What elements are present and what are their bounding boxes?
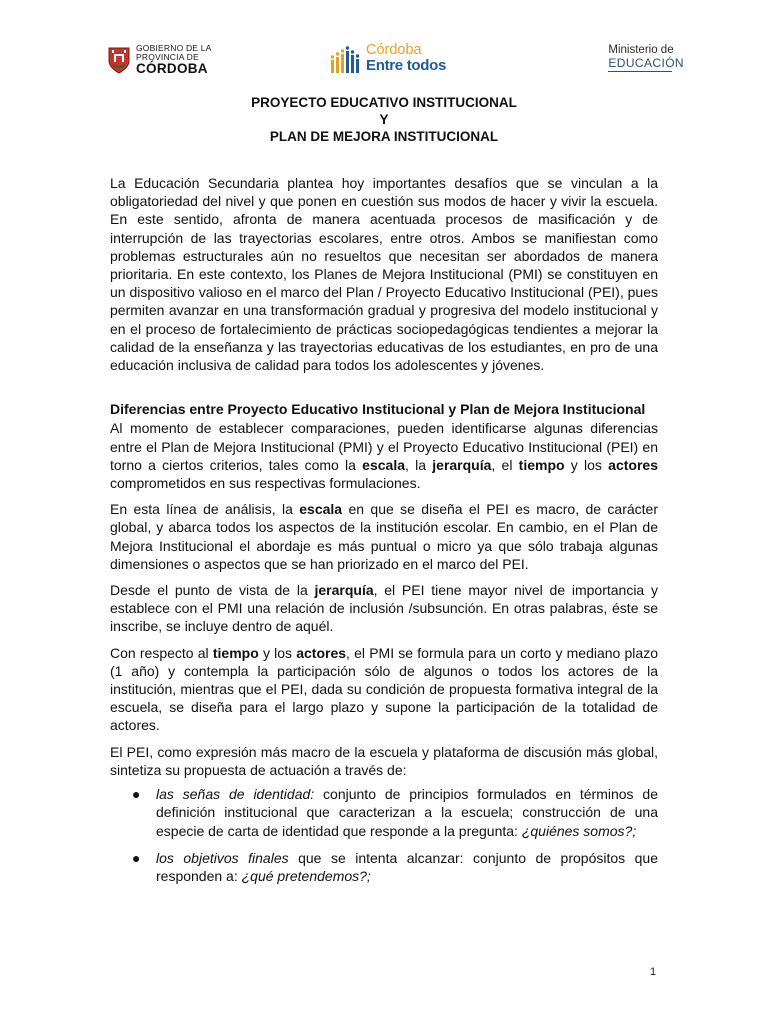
bullet-icon: ●	[132, 786, 141, 803]
gov-line-3: CÓRDOBA	[136, 61, 208, 76]
paragraph-jerarquia: Desde el punto de vista de la jerarquía, el PEI tiene mayor nivel de importancia y establece con el PMI una relación de inclusión /subsunción. En otras palabras, éste se inscribe, se incluye dentro de aquél.	[110, 582, 658, 635]
document-title	[0, 94, 768, 145]
paragraph-criteria: Al momento de establecer comparaciones, pueden identificarse algunas diferencias entre el Plan de Mejora Institucional (PMI) y el Proyecto Educativo Institucional (PEI) en torno a ciertos criterios, tales como la escala, la jerarquía, el tiempo y los actores comprometidos en sus respectivas formulaciones.	[110, 420, 658, 492]
bullet-icon: ●	[132, 849, 141, 866]
cordoba-wordmark: Córdoba	[366, 42, 422, 58]
ministry-line-1: Ministerio de	[608, 44, 674, 56]
section-heading: Diferencias entre Proyecto Educativo Institucional y Plan de Mejora Institucional	[110, 401, 646, 418]
title-line-3: PLAN DE MEJORA INSTITUCIONAL	[269, 129, 499, 144]
ministerio-educacion-logo	[608, 44, 684, 72]
document-body	[110, 174, 658, 894]
people-bars-icon	[330, 44, 362, 74]
intro-paragraph: La Educación Secundaria plantea hoy importantes desafíos que se vinculan a la obligatoriedad del nivel y que ponen en cuestión sus modos de hacer y vivir la escuela. En este sentido, afronta de manera acentuada procesos de masificación y de interrupción de las trayectorias escolares, entre otros. Ambos se manifiestan como problemas estructurales aún no resueltos que necesitan ser abordados de manera prioritaria. En este contexto, los Planes de Mejora Institucional (PMI) se constituyen en un dispositivo valioso en el marco del Plan / Proyecto Educativo Institucional (PEI), pues permiten avanzar en una transformación gradual y progresiva del modelo institucional y en el proceso de fortalecimiento de prácticas sociopedagógicas tendientes a mejorar la calidad de la enseñanza y las trayectorias educativas de los estudiantes, en pro de una educación inclusiva de calidad para todos los adolescentes y jóvenes.	[110, 175, 658, 374]
paragraph-tiempo-actores: Con respecto al tiempo y los actores, el PMI se formula para un corto y mediano plazo (1 año) y contempla la participación sólo de algunos o todos los actores de la institución, mientras que el PEI, dada su condición de propuesta formativa integral de la escuela, se diseña para el largo plazo y supone la participación de la totalidad de actores.	[110, 644, 658, 734]
title-line-2: Y	[379, 112, 389, 127]
paragraph-escala: En esta línea de análisis, la escala en que se diseña el PEI es macro, de carácter global, y abarca todos los aspectos de la institución escolar. En cambio, en el Plan de Mejora Institucional el abordaje es más puntual o micro ya que sólo trabaja algunas dimensiones o aspectos que se han priorizado en el marco del PEI.	[110, 501, 658, 572]
list-item: ● las señas de identidad: conjunto de principios formulados en términos de definición institucional que caracterizan a la escuela; construcción de una especie de carta de identidad que responde a la pregunta: ¿quiénes somos?;	[132, 786, 659, 839]
header-logos	[108, 40, 684, 80]
paragraph-pei-summary: El PEI, como expresión más macro de la escuela y plataforma de discusión más global, sintetiza su propuesta de actuación a través de:	[110, 743, 658, 778]
provincial-shield-icon	[108, 46, 130, 74]
page-number: 1	[650, 966, 657, 978]
gobierno-cordoba-logo	[108, 44, 212, 75]
gov-line-1: GOBIERNO DE LA	[136, 43, 212, 53]
list-item: ● los objetivos finales que se intenta alcanzar: conjunto de propósitos que responden a: ¿qué pretendemos?;	[132, 849, 658, 884]
entre-todos-wordmark: Entre todos	[366, 57, 447, 74]
ministry-line-2: EDUCACIÓN	[608, 56, 684, 70]
gov-line-2: PROVINCIA DE	[136, 52, 199, 62]
title-line-1: PROYECTO EDUCATIVO INSTITUCIONAL	[251, 95, 517, 110]
ministry-underline	[608, 71, 672, 72]
cordoba-entre-todos-logo	[330, 42, 446, 74]
pei-elements-list	[110, 785, 658, 885]
